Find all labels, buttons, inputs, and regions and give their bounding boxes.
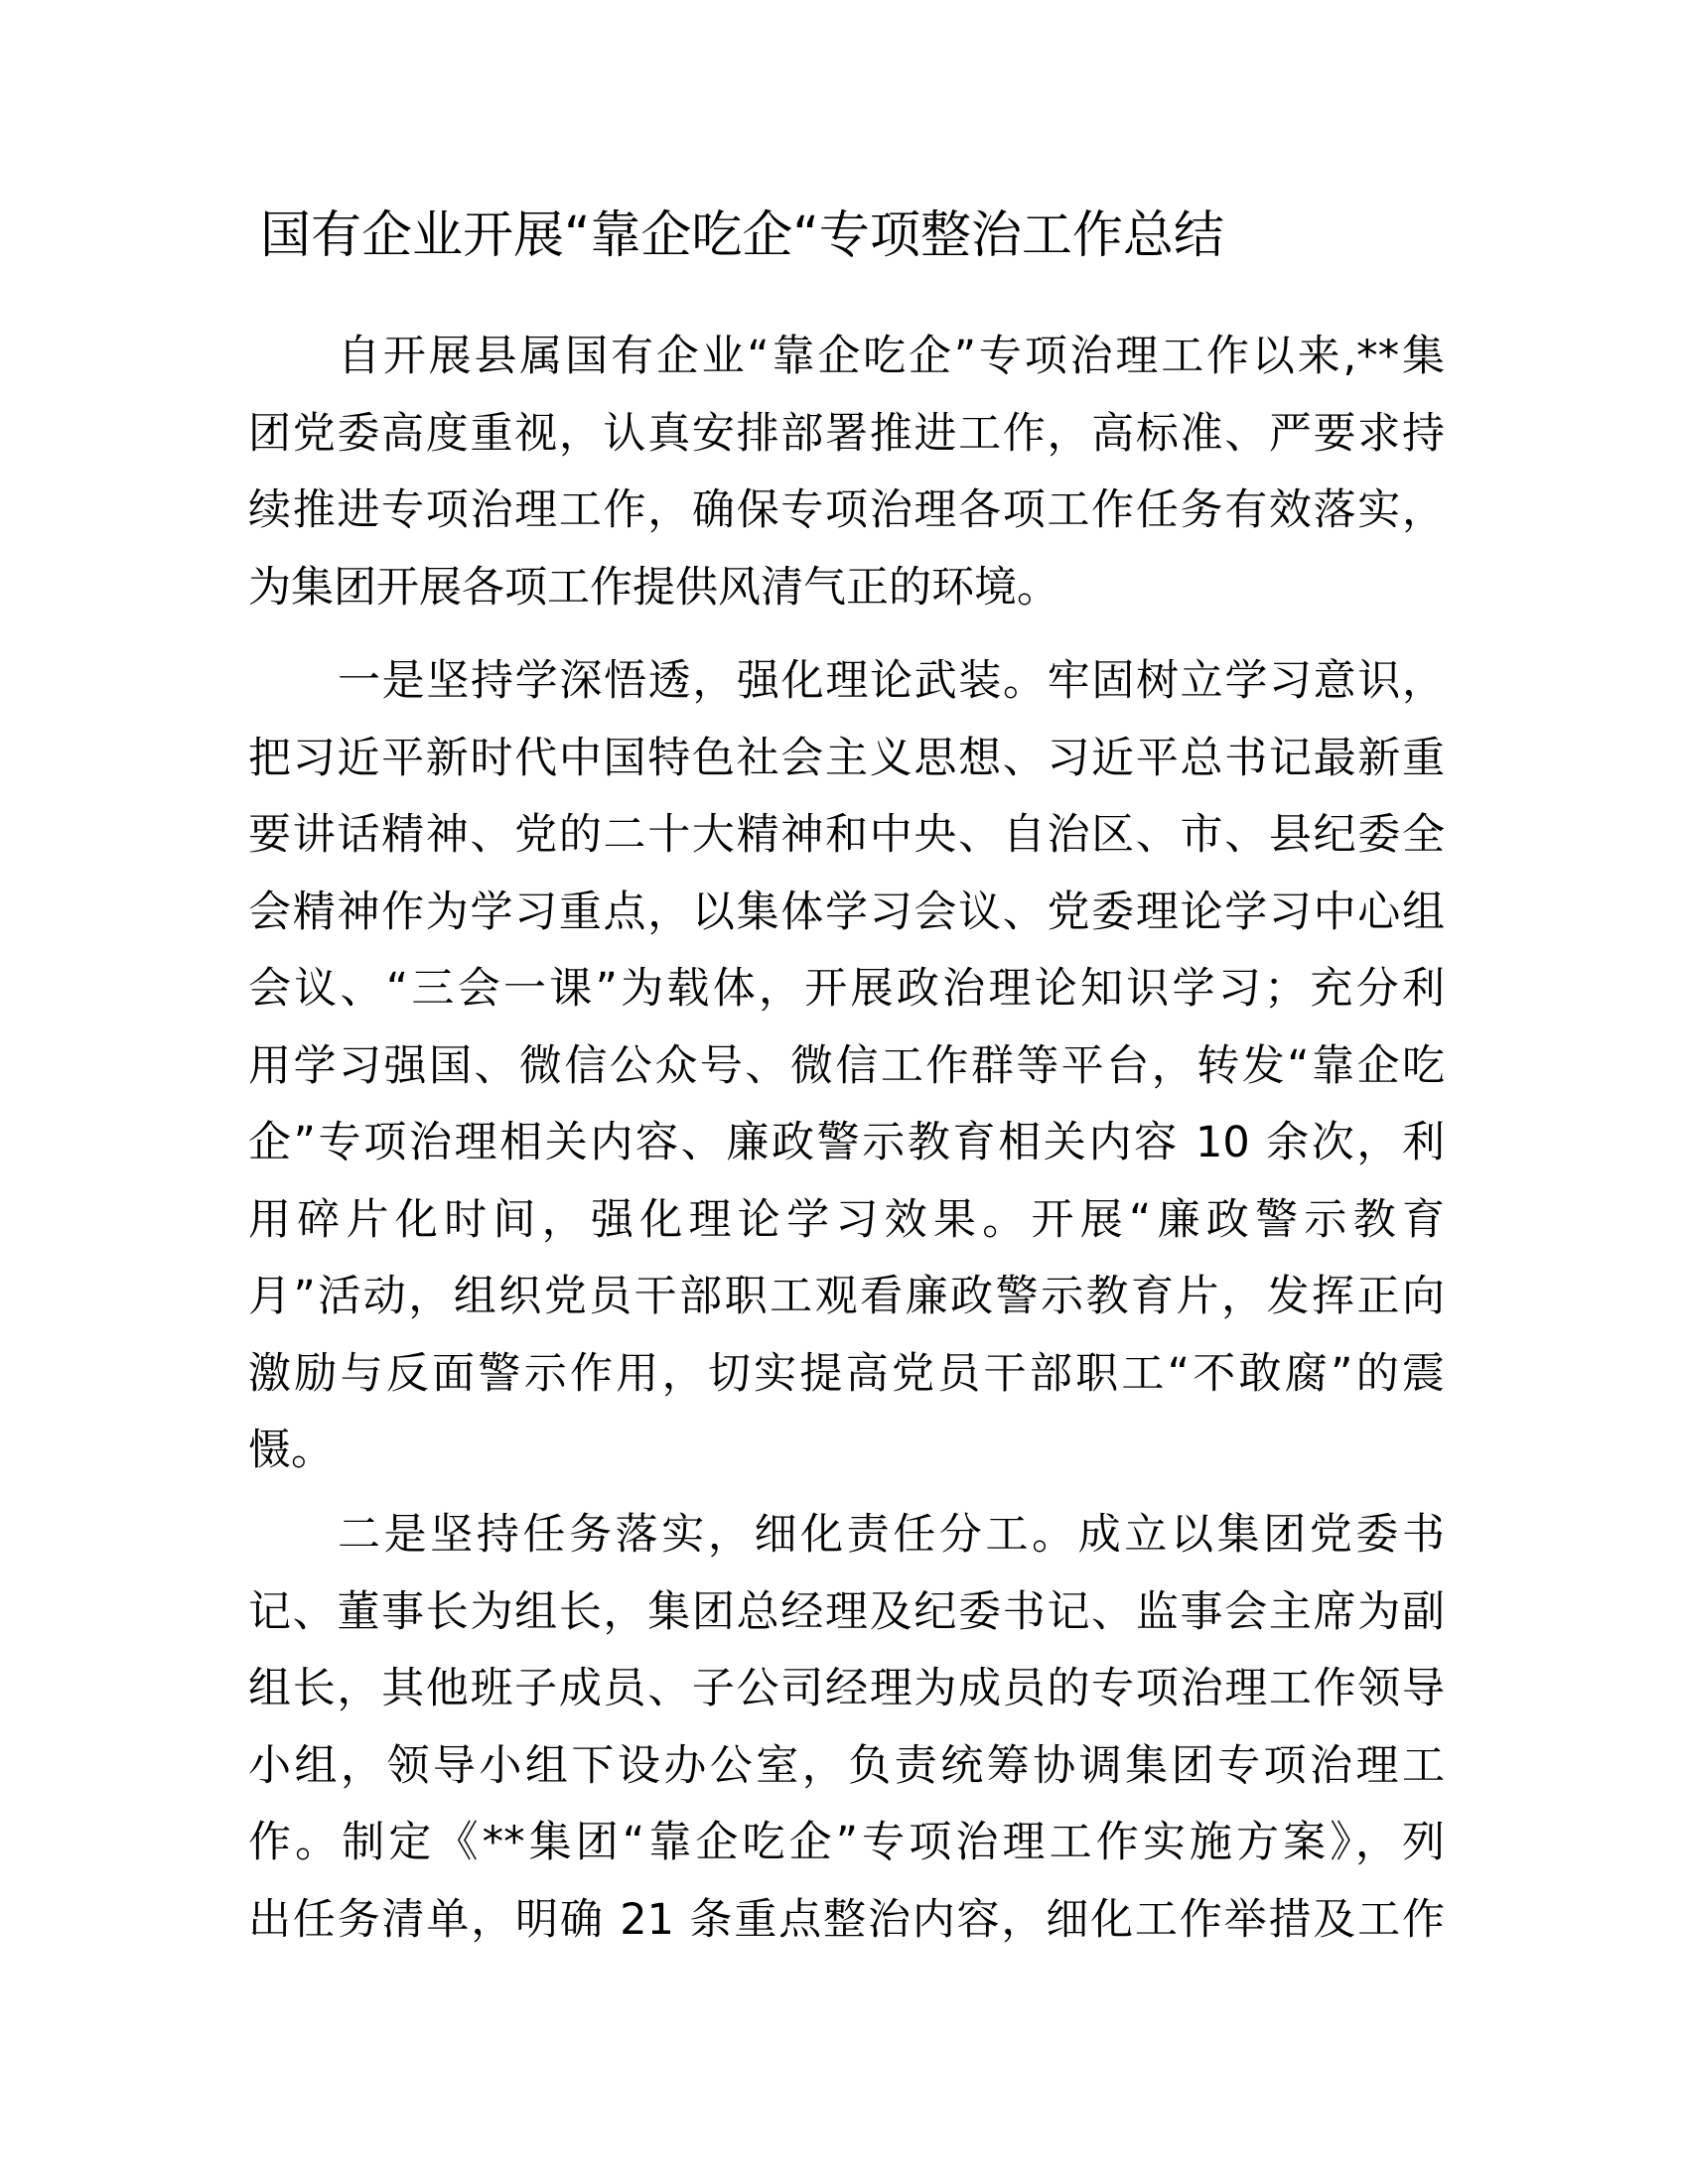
text-line: 出任务清单，明确 21 条重点整治内容，细化工作举措及工作: [248, 1894, 1445, 1945]
text-line: 慑。: [248, 1426, 334, 1475]
text-line: 小组，领导小组下设办公室，负责统筹协调集团专项治理工: [248, 1740, 1445, 1791]
text-line: 二是坚持任务落实，细化责任分工。成立以集团党委书: [338, 1510, 1445, 1560]
text-line: 要讲话精神、党的二十大精神和中央、自治区、市、县纪委全: [248, 810, 1445, 860]
paragraph-intro: [248, 319, 1445, 626]
text-line: 团党委高度重视，认真安排部署推进工作，高标准、严要求持: [248, 408, 1445, 459]
text-line: 用学习强国、微信公众号、微信工作群等平台，转发“靠企吃: [248, 1040, 1445, 1091]
text-line: 一是坚持学深悟透，强化理论武装。牢固树立学习意识，: [338, 656, 1445, 706]
text-line: 把习近平新时代中国特色社会主义思想、习近平总书记最新重: [248, 733, 1445, 783]
text-line: 企”专项治理相关内容、廉政警示教育相关内容 10 余次，利: [248, 1118, 1445, 1167]
text-line: 记、董事长为组长，集团总经理及纪委书记、监事会主席为副: [248, 1586, 1445, 1637]
text-line: 为集团开展各项工作提供风清气正的环境。: [248, 562, 1059, 613]
text-line: 月”活动，组织党员干部职工观看廉政警示教育片，发挥正向: [248, 1272, 1445, 1321]
paragraph-point-2: [248, 1497, 1445, 1959]
document-title: 国有企业开展“靠企吃企“专项整治工作总结: [260, 206, 1224, 265]
paragraph-point-1: [248, 643, 1445, 1490]
text-line: 会精神作为学习重点，以集体学习会议、党委理论学习中心组: [248, 887, 1445, 937]
text-line: 作。制定《**集团“靠企吃企”专项治理工作实施方案》，列: [248, 1818, 1445, 1867]
text-line: 续推进专项治理工作，确保专项治理各项工作任务有效落实，: [248, 485, 1445, 535]
text-line: 自开展县属国有企业“靠企吃企”专项治理工作以来,**集: [338, 332, 1445, 381]
text-line: 会议、“三会一课”为载体，开展政治理论知识学习；充分利: [248, 964, 1445, 1014]
text-line: 用碎片化时间，强化理论学习效果。开展“廉政警示教育: [248, 1194, 1445, 1245]
text-line: 组长，其他班子成员、子公司经理为成员的专项治理工作领导: [248, 1664, 1445, 1713]
text-line: 激励与反面警示作用，切实提高党员干部职工“不敢腐”的震: [248, 1348, 1445, 1399]
